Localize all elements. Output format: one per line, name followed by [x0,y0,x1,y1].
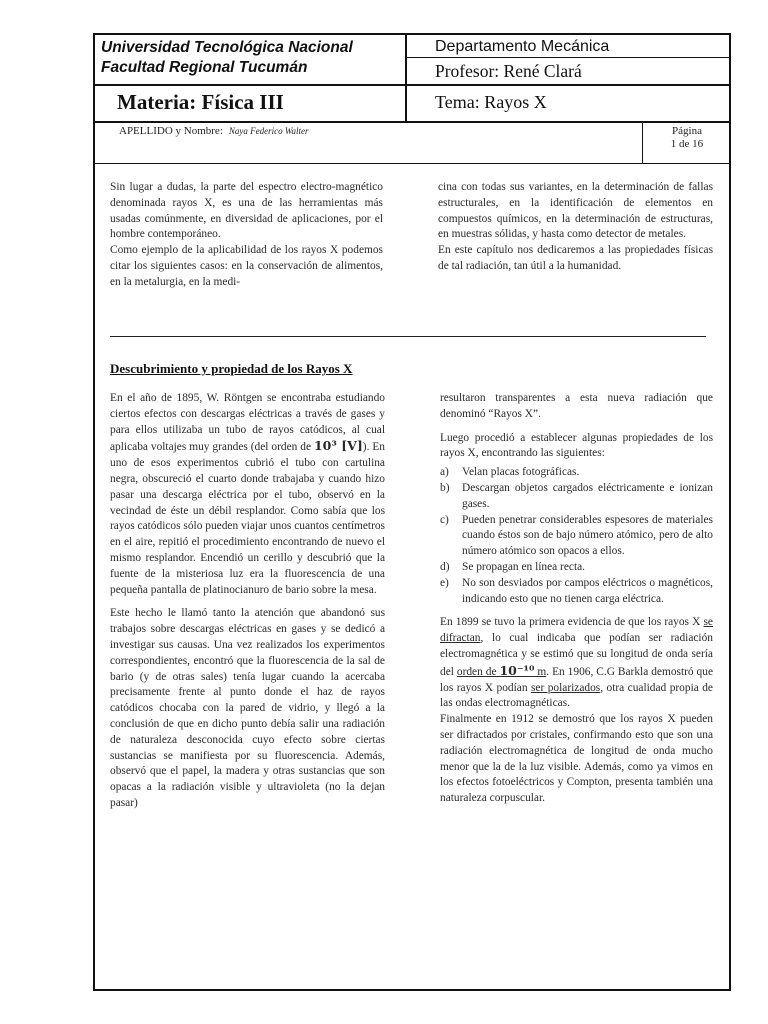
page-number-box [643,125,731,151]
body-paragraph: En el año de 1895, W. Röntgen se encontraba estudiando ciertos efectos con descargas eléctricas a través de gases y para ellos utilizaba un tubo de rayos catódicos, al cual aplicaba voltajes muy grandes (del orden de 10³ [V]). En uno de esos experimentos cubrió el tubo con cartulina negra, obscureció el cuarto donde trabajaba y cuando hizo pasar una descarga eléctrica por el tubo, observó en la vecindad de éste un débil resplandor. Como sabía que los rayos catódicos sólo pueden viajar unos cuantos centímetros en el aire, repitió el procedimiento encontrando de nuevo el mismo resplandor. Encendió un cerillo y descubrió que la fuente de la misteriosa luz era la fluorescencia de una pequeña pantalla de platinocianuro de bario sobre la mesa. [110,392,386,596]
header-divider-bottom [95,121,729,123]
list-item: c) Pueden penetrar considerables espesores de materiales cuando éstos son de bajo número atómico, pero de alto número atómico son opacos a ellos. [440,513,713,558]
body-paragraph: Este hecho le llamó tanto la atención que abandonó sus trabajos sobre descargas eléctricas en gases y se dedicó a investigar sus causas. Una vez realizados los experimentos correspondientes, encontró que la fluorescencia de la sal de bario (y de otras sales) tenía lugar cuando la acercaba precisamente frente al punto donde el haz de rayos catódicos chocaba con la pared de vidrio, y llegó a la conclusión de que en dicho punto debía salir una radiación de naturaleza desconocida cuyo efecto sobre ciertas sustancias se manifiesta por su fluorescencia. Además, observó que el papel, la madera y otras sustancias que son opacas a la radiación visible y ultravioleta (no la dejan pasar) [110,607,385,809]
intro-paragraph: Como ejemplo de la aplicabilidad de los rayos X podemos citar los siguientes casos: en la conservación de alimentos, en la metalurgia, en la medi- [110,244,383,288]
body-paragraph: resultaron transparentes a esta nueva radiación que denominó “Rayos X”. [440,392,713,420]
department-name: Departamento Mecánica [435,38,610,55]
student-name-label: APELLIDO y Nombre: [119,125,223,137]
body-paragraph: En 1899 se tuvo la primera evidencia de que los rayos X se difractan, lo cual indicaba que podían ser radiación electromagnética y se estimó que su longitud de onda sería del orden de 10⁻¹⁰ m. En 1906, C.G Barkla demostró que los rayos X podían ser polarizados, otra cualidad propia de las ondas electromagnéticas. [440,616,713,710]
list-item: b) Descargan objetos cargados eléctricamente e ionizan gases. [440,481,713,510]
intro-paragraph: En este capítulo nos dedicaremos a las propiedades físicas de tal radiación, tan útil a la humanidad. [438,244,713,272]
body-right-column [440,391,713,807]
header-divider-right-top [405,57,729,58]
section-title: Descubrimiento y propiedad de los Rayos X [110,361,353,376]
header-divider-middle [95,84,729,86]
topic-title: Tema: Rayos X [435,92,547,112]
list-item: d) Se propagan en línea recta. [440,560,586,573]
professor-name: Profesor: René Clará [435,61,582,81]
intro-paragraph: Sin lugar a dudas, la parte del espectro electro-magnético denominada rayos X, es una de las herramientas más usadas comúnmente, en diversidad de aplicaciones, por el hombre contemporáneo. [110,181,383,241]
body-left-column [110,391,385,820]
header-divider-name [95,163,729,164]
page-number: 1 de 16 [670,138,704,150]
subject-title: Materia: Física III [117,90,284,114]
list-item: a) Velan placas fotográficas. [440,466,580,479]
university-name: Universidad Tecnológica Nacional [101,39,353,56]
faculty-name: Facultad Regional Tucumán [101,59,308,76]
section-separator [110,336,706,337]
student-name-row [119,125,309,137]
wavelength-formula: 10⁻¹⁰ [499,662,535,678]
properties-list [440,465,713,607]
student-name-value: Naya Federico Walter [228,126,309,136]
intro-right-column [438,180,713,275]
body-paragraph: Luego procedió a establecer algunas propiedades de los rayos X, encontrando las siguientes: [440,431,713,460]
voltage-formula: 10³ [V] [313,438,363,454]
intro-left-column [110,180,383,291]
page-label: Página [672,125,702,137]
body-paragraph: Finalmente en 1912 se demostró que los rayos X pueden ser difractados por cristales, confirmando esto que son una radiación electromagnética de longitud de onda mucho menor que la de la luz visible. Además, como ya vimos en los efectos fotoeléctricos y Compton, presenta también una naturaleza corpuscular. [440,713,713,805]
header-divider-vertical [405,35,407,122]
list-item: e) No son desviados por campos eléctricos o magnéticos, indicando esto que no tienen carga eléctrica. [440,576,713,605]
intro-paragraph: cina con todas sus variantes, en la determinación de fallas estructurales, en la identificación de elementos en compuestos químicos, en la determinación de estructuras, en muestras sólidas, y hasta como detector de metales. [438,181,713,241]
